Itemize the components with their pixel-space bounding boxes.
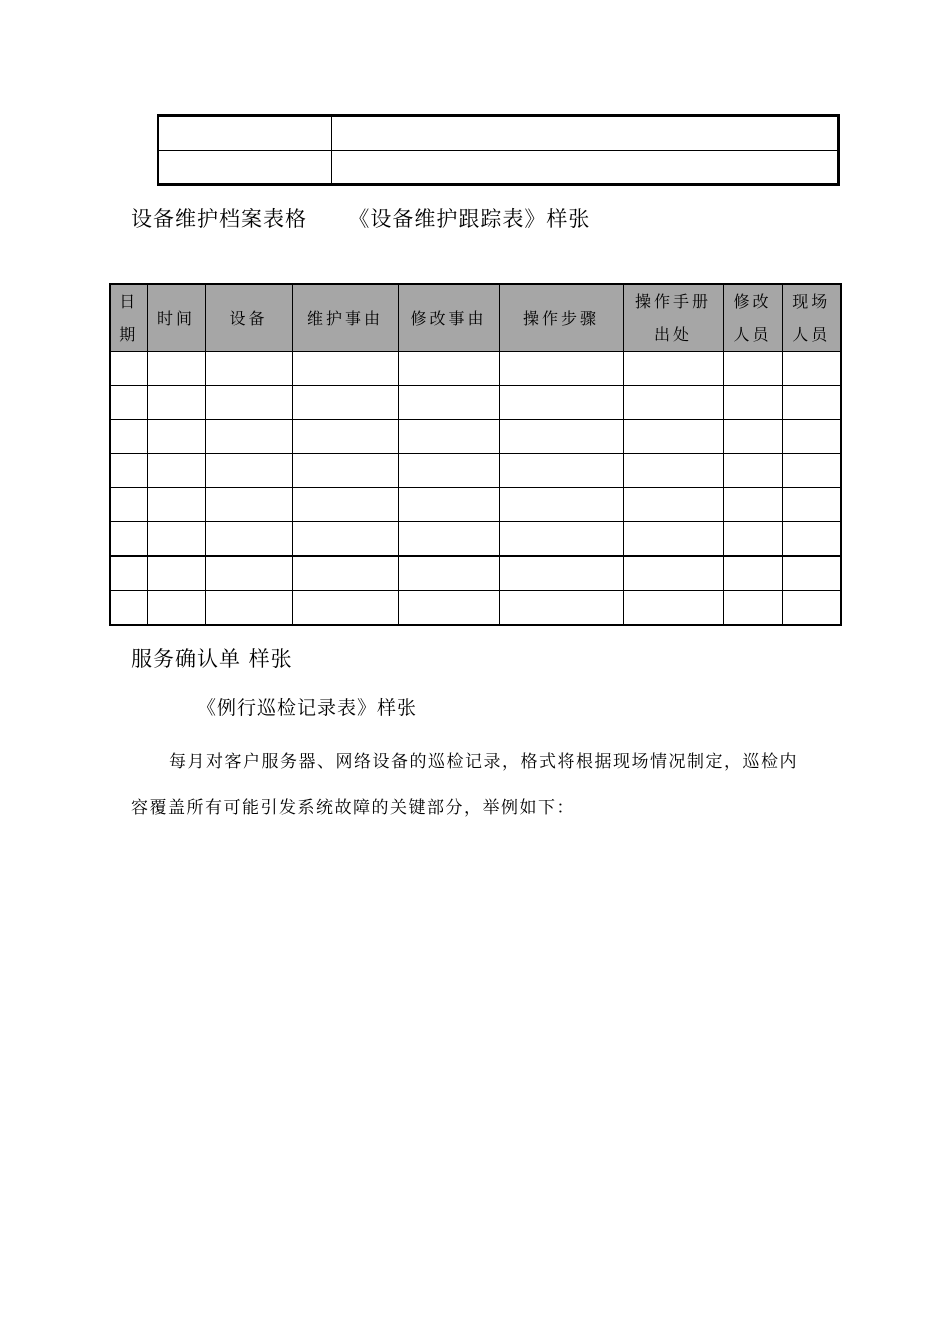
column-header-label: 维护事由 — [306, 308, 383, 328]
table-cell — [723, 591, 782, 626]
table-cell — [723, 454, 782, 488]
table-cell — [158, 116, 331, 151]
column-header — [147, 284, 205, 352]
table-cell — [110, 591, 147, 626]
table-cell — [110, 420, 147, 454]
table-cell — [110, 386, 147, 420]
table-cell — [623, 556, 723, 591]
column-header-label: 设备 — [229, 308, 268, 328]
table-cell — [499, 556, 623, 591]
table-cell — [205, 556, 292, 591]
table-cell — [623, 386, 723, 420]
table-cell — [723, 352, 782, 386]
table-cell — [782, 352, 841, 386]
table-cell — [398, 591, 499, 626]
table-cell — [499, 386, 623, 420]
table-cell — [110, 556, 147, 591]
table-cell — [205, 454, 292, 488]
table-cell — [147, 591, 205, 626]
column-header-label: 人员 — [733, 325, 772, 344]
column-header-label: 修改事由 — [410, 308, 487, 328]
table-cell — [110, 352, 147, 386]
table-cell — [623, 488, 723, 522]
table-row — [158, 150, 839, 185]
table-row — [110, 522, 841, 557]
table-cell — [331, 150, 839, 185]
table-cell — [723, 488, 782, 522]
table-cell — [623, 420, 723, 454]
table-cell — [398, 352, 499, 386]
table-cell — [623, 522, 723, 557]
table-cell — [205, 352, 292, 386]
table-row — [110, 591, 841, 626]
column-header — [782, 284, 841, 352]
column-header-label: 现场 — [792, 292, 831, 311]
table-cell — [398, 488, 499, 522]
column-header — [499, 284, 623, 352]
table-cell — [292, 420, 398, 454]
table-cell — [723, 522, 782, 557]
maintenance-archive-title: 设备维护档案表格 — [131, 207, 307, 231]
table-cell — [623, 352, 723, 386]
table-cell — [623, 454, 723, 488]
table-row — [110, 386, 841, 420]
table-row — [110, 454, 841, 488]
table-cell — [499, 522, 623, 557]
archive-heading — [131, 203, 590, 233]
table-cell — [147, 488, 205, 522]
table-cell — [398, 386, 499, 420]
column-header — [723, 284, 782, 352]
table-cell — [782, 522, 841, 557]
table-cell — [205, 488, 292, 522]
paragraph-line-1: 每月对客户服务器、网络设备的巡检记录，格式将根据现场情况制定，巡检内 — [169, 752, 798, 772]
inspection-record-title: 《例行巡检记录表》样张 — [197, 697, 418, 719]
table-cell — [205, 522, 292, 557]
table-cell — [205, 591, 292, 626]
table-cell — [292, 556, 398, 591]
table-cell — [398, 420, 499, 454]
table-cell — [499, 591, 623, 626]
table-cell — [782, 488, 841, 522]
paragraph-line-2: 容覆盖所有可能引发系统故障的关键部分，举例如下： — [131, 798, 575, 818]
table-cell — [110, 454, 147, 488]
column-header — [292, 284, 398, 352]
table-cell — [499, 454, 623, 488]
table-cell — [499, 420, 623, 454]
table-cell — [723, 386, 782, 420]
table-cell — [147, 454, 205, 488]
table-cell — [147, 420, 205, 454]
table-cell — [499, 488, 623, 522]
column-header-label: 修改 — [733, 292, 772, 311]
table-cell — [292, 352, 398, 386]
table-cell — [723, 556, 782, 591]
tracking-table-title: 《设备维护跟踪表》样张 — [348, 207, 591, 231]
table-row — [110, 352, 841, 386]
table-cell — [147, 556, 205, 591]
table-cell — [205, 420, 292, 454]
table-row — [110, 556, 841, 591]
service-confirmation-heading: 服务确认单 样张 — [131, 647, 293, 671]
table-cell — [782, 386, 841, 420]
table-row — [110, 420, 841, 454]
table-cell — [723, 420, 782, 454]
column-header-label: 日 — [119, 292, 139, 311]
table-cell — [782, 591, 841, 626]
table-cell — [398, 522, 499, 557]
table-cell — [499, 352, 623, 386]
table-cell — [292, 522, 398, 557]
column-header-label: 操作步骤 — [522, 308, 599, 328]
table-cell — [331, 116, 839, 151]
table-row — [158, 116, 839, 151]
column-header-label: 操作手册 — [634, 292, 711, 311]
table-cell — [398, 556, 499, 591]
column-header — [110, 284, 147, 352]
table-row — [110, 488, 841, 522]
table-cell — [782, 454, 841, 488]
column-header — [623, 284, 723, 352]
table-cell — [782, 556, 841, 591]
table-cell — [110, 522, 147, 557]
table-cell — [110, 488, 147, 522]
continuation-table — [157, 114, 840, 186]
table-cell — [147, 352, 205, 386]
table-cell — [205, 386, 292, 420]
table-cell — [292, 488, 398, 522]
column-header-label: 出处 — [653, 325, 692, 344]
maintenance-tracking-table — [109, 283, 842, 626]
column-header-label: 时间 — [156, 308, 195, 328]
column-header-label: 期 — [119, 325, 139, 344]
table-cell — [292, 386, 398, 420]
table-cell — [623, 591, 723, 626]
column-header — [205, 284, 292, 352]
column-header-label: 人员 — [792, 325, 831, 344]
table-cell — [147, 386, 205, 420]
table-cell — [782, 420, 841, 454]
table-header-row — [110, 284, 841, 352]
table-cell — [147, 522, 205, 557]
table-cell — [398, 454, 499, 488]
table-cell — [292, 591, 398, 626]
column-header — [398, 284, 499, 352]
table-cell — [158, 150, 331, 185]
table-cell — [292, 454, 398, 488]
